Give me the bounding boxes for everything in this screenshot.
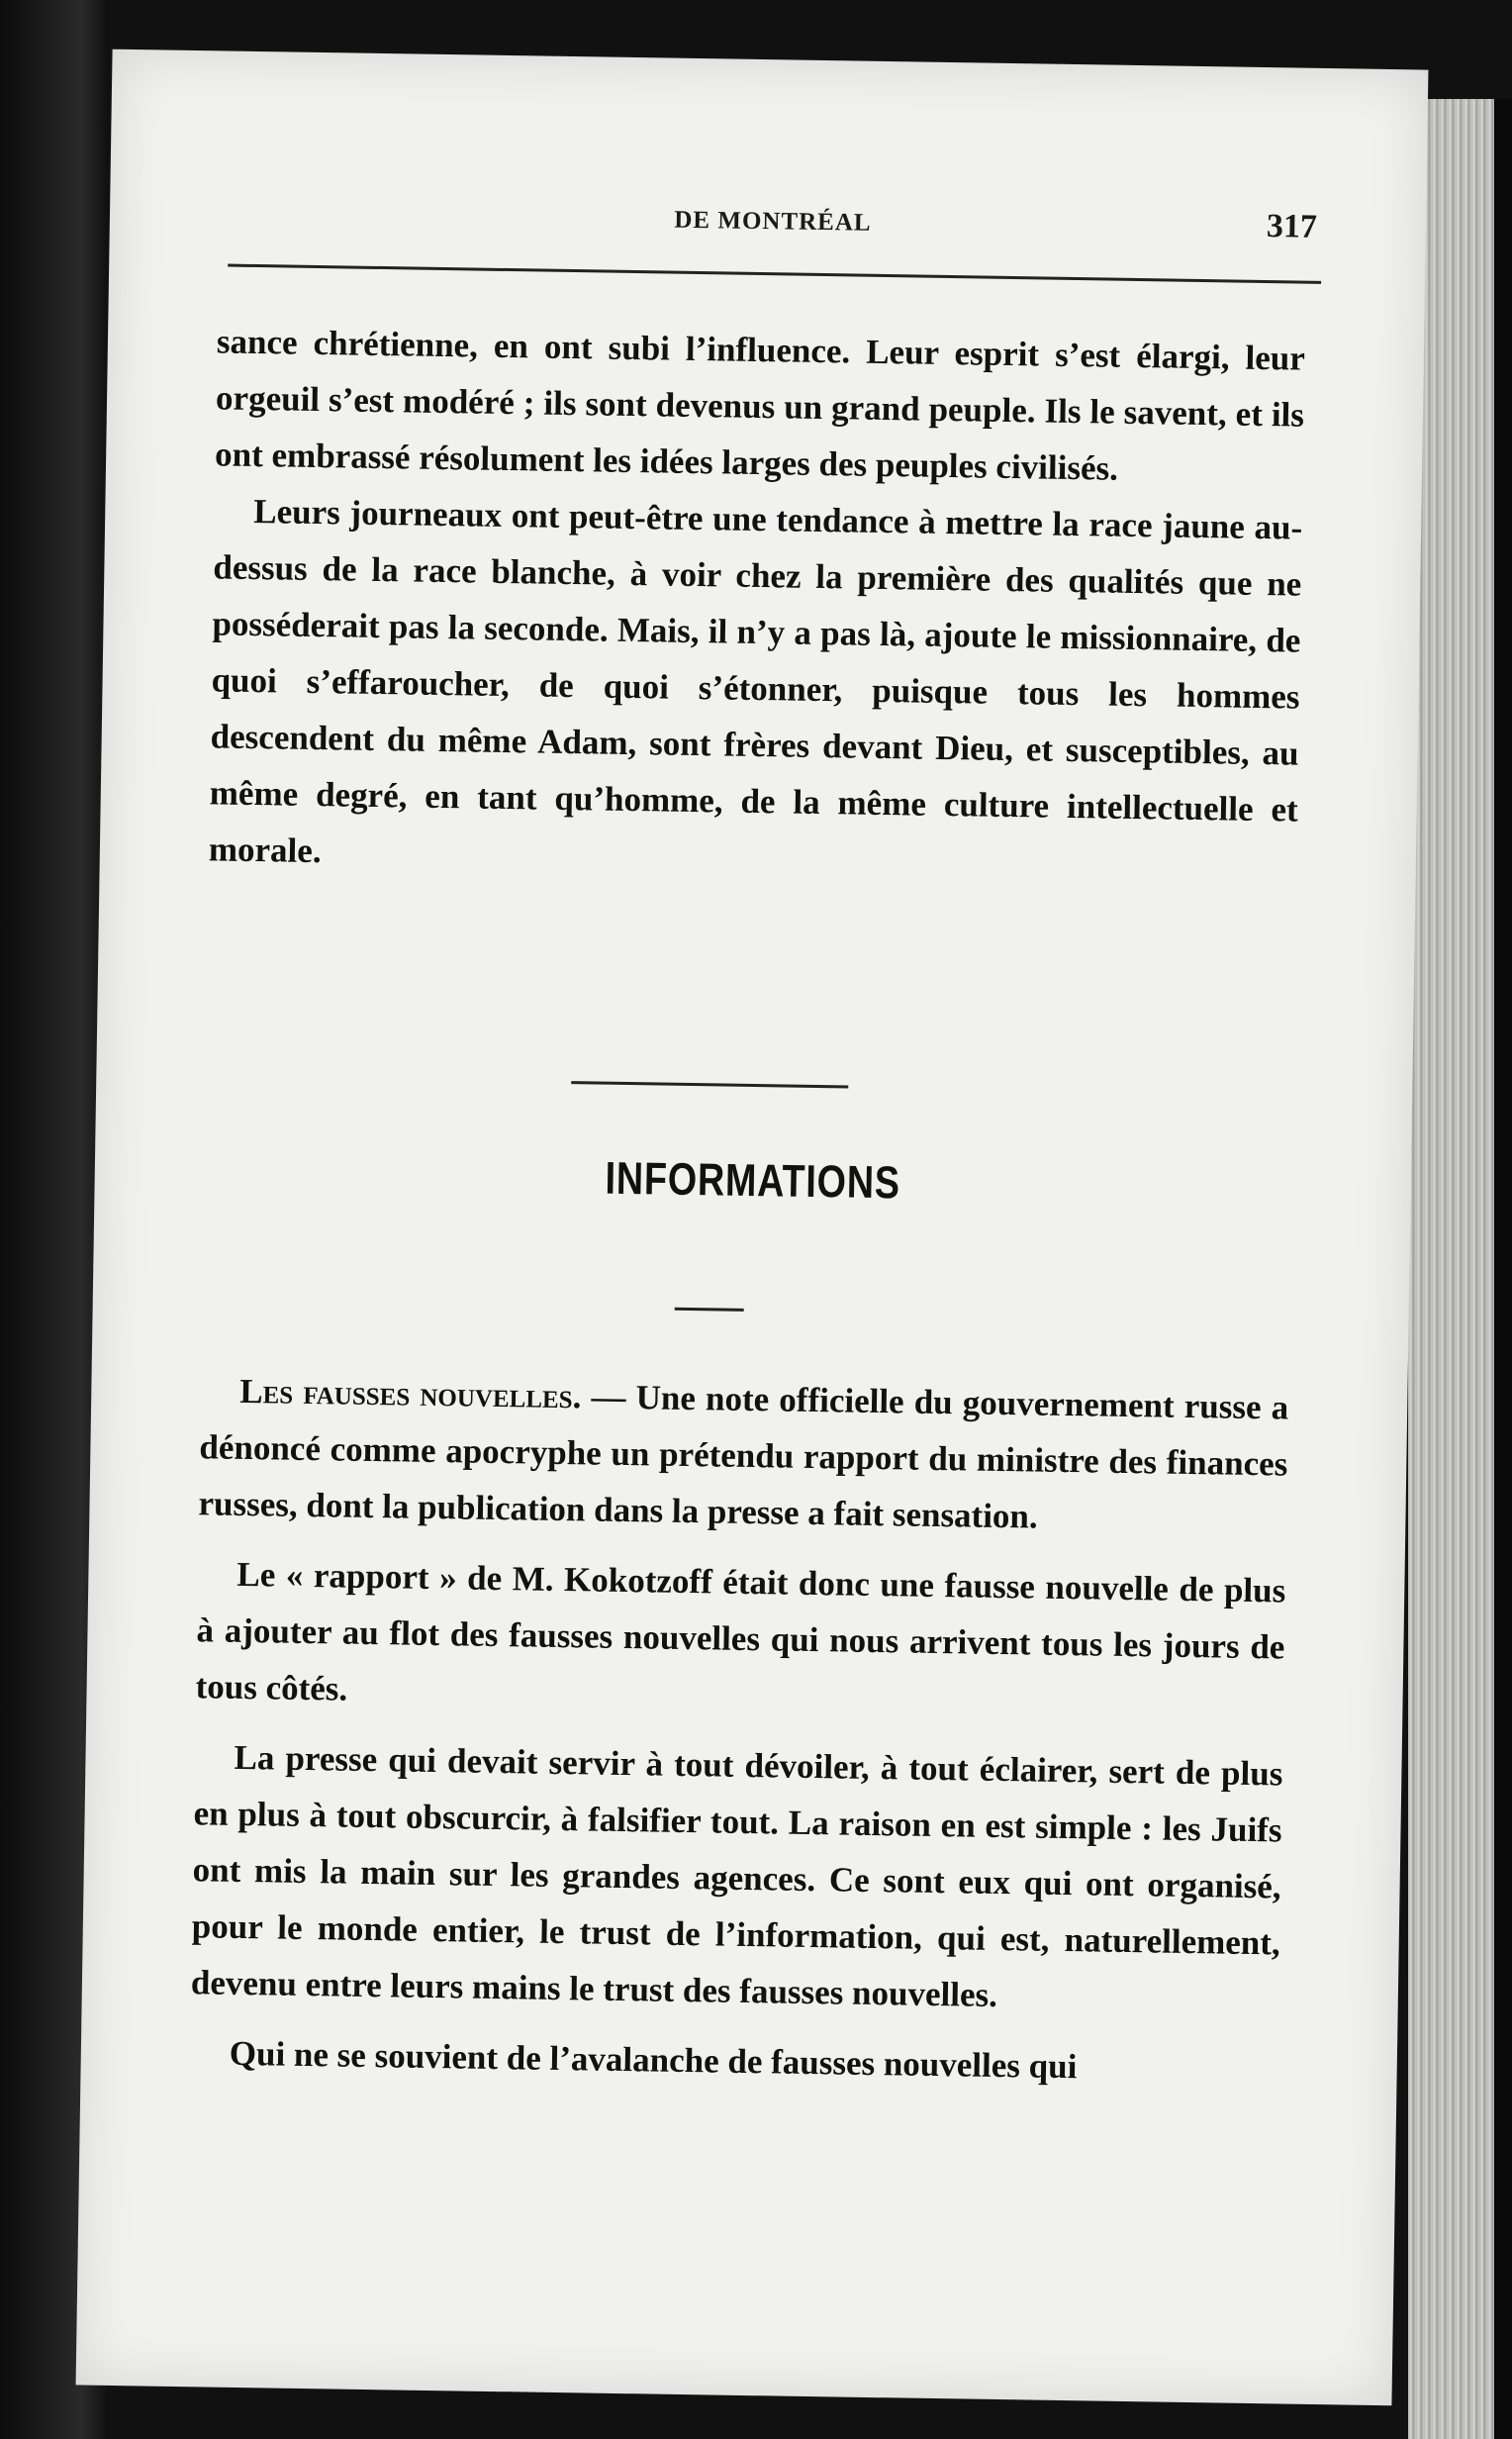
paragraph: sance chrétienne, en ont subi l’influence. Leur esprit s’est élargi, leur orgeuil s’est modéré ; ils sont devenus un grand peuple. Ils le savent, et ils ont embrassé résolument les idées larges des peuples civilisés. (214, 322, 1306, 488)
article-continuation (208, 313, 1305, 894)
lead-title: Les fausses nouvelles. (239, 1371, 582, 1416)
running-head: DE MONTRÉAL (674, 206, 872, 237)
lead-dash: — (581, 1377, 636, 1417)
paragraph: La presse qui devait servir à tout dévoiler, à tout éclairer, sert de plus en plus à tout obscurcir, à falsifier tout. La raison en est simple : les Juifs ont mis la main sur les grandes agences. Ce sont eux qui ont organisé, pour le monde entier, le trust de l’information, qui est, naturellement, devenu entre leurs mains le trust des fausses nouvelles. (190, 1737, 1283, 2014)
page-header (228, 200, 1317, 276)
paragraph (198, 1362, 1289, 1548)
section-title: INFORMATIONS (605, 1151, 901, 1209)
page-stack-edge (1408, 99, 1512, 2439)
paragraph: Le « rapport » de M. Kokotzoff était donc une fausse nouvelle de plus à ajouter au flot des fausses nouvelles qui nous arrivent tous les jours de tous côtés. (195, 1554, 1286, 1708)
book-page (76, 49, 1429, 2406)
paragraph: Qui ne se souvient de l’avalanche de fausses nouvelles qui (229, 2033, 1078, 2087)
title-underline (675, 1308, 744, 1312)
page-number: 317 (1266, 208, 1318, 245)
informations-body (189, 1362, 1288, 2111)
section-divider (571, 1081, 848, 1088)
paragraph: Leurs journeaux ont peut-être une tendance à mettre la race jaune au-dessus de la race blanche, à voir chez la première des qualités que ne posséderait pas la seconde. Mais, il n’y a pas là, ajoute le missionnaire, de quoi s’effaroucher, de quoi s’étonner, puisque tous les hommes descendent du même Adam, sont frères devant Dieu, et susceptibles, au même degré, en tant qu’homme, de la même culture intellectuelle et morale. (208, 492, 1303, 871)
lead-text: Une note officielle du gouvernement russe a dénoncé comme apocryphe un prétendu rapport du ministre des finances russes, dont la publication dans la presse a fait sensation. (198, 1378, 1289, 1536)
